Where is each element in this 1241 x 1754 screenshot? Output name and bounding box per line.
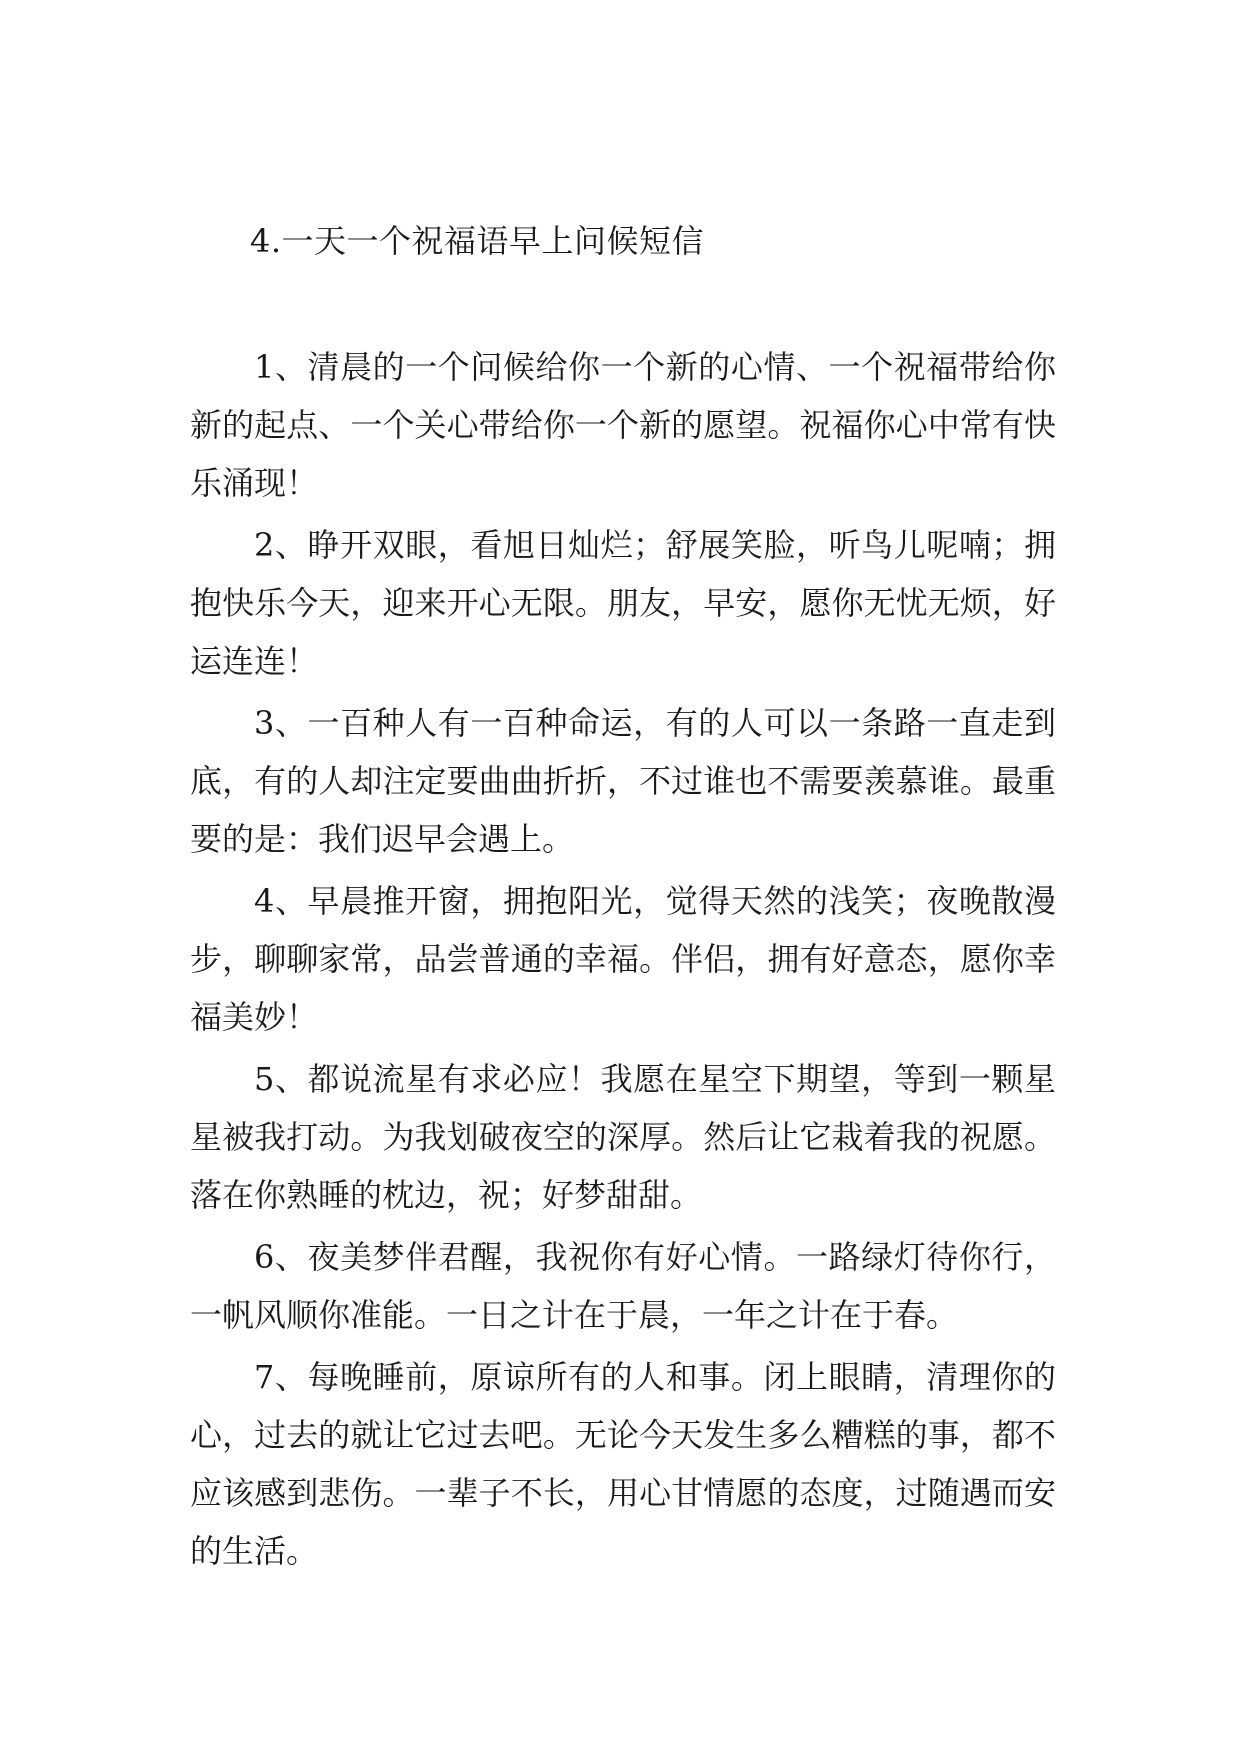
- greeting-paragraph-1: 1、清晨的一个问候给你一个新的心情、一个祝福带给你新的起点、一个关心带给你一个新的愿望。祝福你心中常有快乐涌现！: [190, 348, 1056, 502]
- greeting-paragraph-5: 5、都说流星有求必应！我愿在星空下期望，等到一颗星星被我打动。为我划破夜空的深厚。然后让它栽着我的祝愿。落在你熟睡的枕边，祝；好梦甜甜。: [190, 1060, 1056, 1214]
- greeting-paragraph-3: 3、一百种人有一百种命运，有的人可以一条路一直走到底，有的人却注定要曲曲折折，不过谁也不需要羡慕谁。最重要的是：我们迟早会遇上。: [190, 704, 1056, 858]
- greeting-paragraph-7: 7、每晚睡前，原谅所有的人和事。闭上眼睛，清理你的心，过去的就让它过去吧。无论今天发生多么糟糕的事，都不应该感到悲伤。一辈子不长，用心甘情愿的态度，过随遇而安的生活。: [190, 1358, 1056, 1570]
- document-heading: 4.一天一个祝福语早上问候短信: [250, 222, 705, 260]
- document-body: [190, 338, 1056, 1584]
- greeting-paragraph-6: 6、夜美梦伴君醒，我祝你有好心情。一路绿灯待你行，一帆风顺你准能。一日之计在于晨，一年之计在于春。: [190, 1238, 1056, 1334]
- greeting-paragraph-4: 4、早晨推开窗，拥抱阳光，觉得天然的浅笑；夜晚散漫步，聊聊家常，品尝普通的幸福。伴侣，拥有好意态，愿你幸福美妙！: [190, 882, 1056, 1036]
- greeting-paragraph-2: 2、睁开双眼，看旭日灿烂；舒展笑脸，听鸟儿呢喃；拥抱快乐今天，迎来开心无限。朋友，早安，愿你无忧无烦，好运连连！: [190, 526, 1056, 680]
